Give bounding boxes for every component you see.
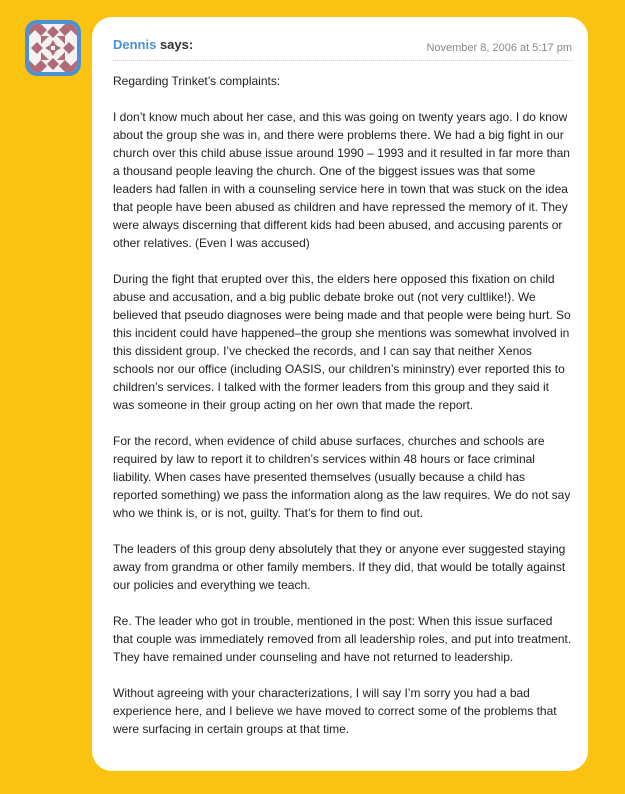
comment-paragraph: Regarding Trinket’s complaints: bbox=[113, 74, 281, 88]
comment-paragraph: For the record, when evidence of child abuse surfaces, churches and schools are required by law to report it to children’s services within 48 hours or face criminal liability. When cases have presented themselves (usually because a child has reported something) we pass the information along as the law requires. We do not say who we think is, or is not, guilty. That’s for them to find out. bbox=[113, 434, 571, 520]
identicon-avatar-icon bbox=[29, 24, 77, 72]
says-label: says: bbox=[156, 37, 194, 52]
comment-date-link[interactable]: November 8, 2006 at 5:17 pm bbox=[426, 42, 572, 54]
comment-paragraph: During the fight that erupted over this, the elders here opposed this fixation on child abuse and accusation, and a big public debate broke out (not very cultlike!). We believed that pseudo diagnoses were being made and that people were being hurt. So this incident could have happened–the group she mentions was somewhat involved in this dissident group. I’ve checked the records, and I can say that neither Xenos schools nor our office (including OASIS, our children’s mininstry) ever reported this to children’s services. I talked with the former leaders from this group and they said it was someone in their group acting on her own that made the report. bbox=[113, 272, 571, 412]
comment-header bbox=[113, 36, 572, 61]
avatar bbox=[25, 20, 81, 76]
comment-card bbox=[92, 17, 588, 771]
comment-paragraph: The leaders of this group deny absolutely that they or anyone ever suggested staying away from grandma or other family members. If they did, that would be totally against our policies and everything we teach. bbox=[113, 542, 566, 592]
comment-paragraph: I don’t know much about her case, and this was going on twenty years ago. I do know about the group she was in, and there were problems there. We had a big fight in our church over this child abuse issue around 1990 – 1993 and it resulted in far more than a thousand people leaving the church. One of the biggest issues was that some leaders had fallen in with a counseling service here in town that was stuck on the idea that people have been abused as children and have repressed the memory of it. They were always discerning that different kids had been abused, and accusing parents or other relatives. (Even I was accused) bbox=[113, 110, 570, 250]
comment-body bbox=[113, 72, 572, 738]
comment-paragraph: Re. The leader who got in trouble, mentioned in the post: When this issue surfaced that couple was immediately removed from all leadership roles, and put into treatment. They have remained under counseling and have not returned to leadership. bbox=[113, 614, 572, 664]
comment-author-link[interactable]: Dennis bbox=[113, 37, 157, 52]
comment-author-line bbox=[113, 37, 193, 52]
comment-paragraph: Without agreeing with your characterizations, I will say I’m sorry you had a bad experience here, and I believe we have moved to correct some of the problems that were surfacing in certain groups at that time. bbox=[113, 686, 557, 736]
